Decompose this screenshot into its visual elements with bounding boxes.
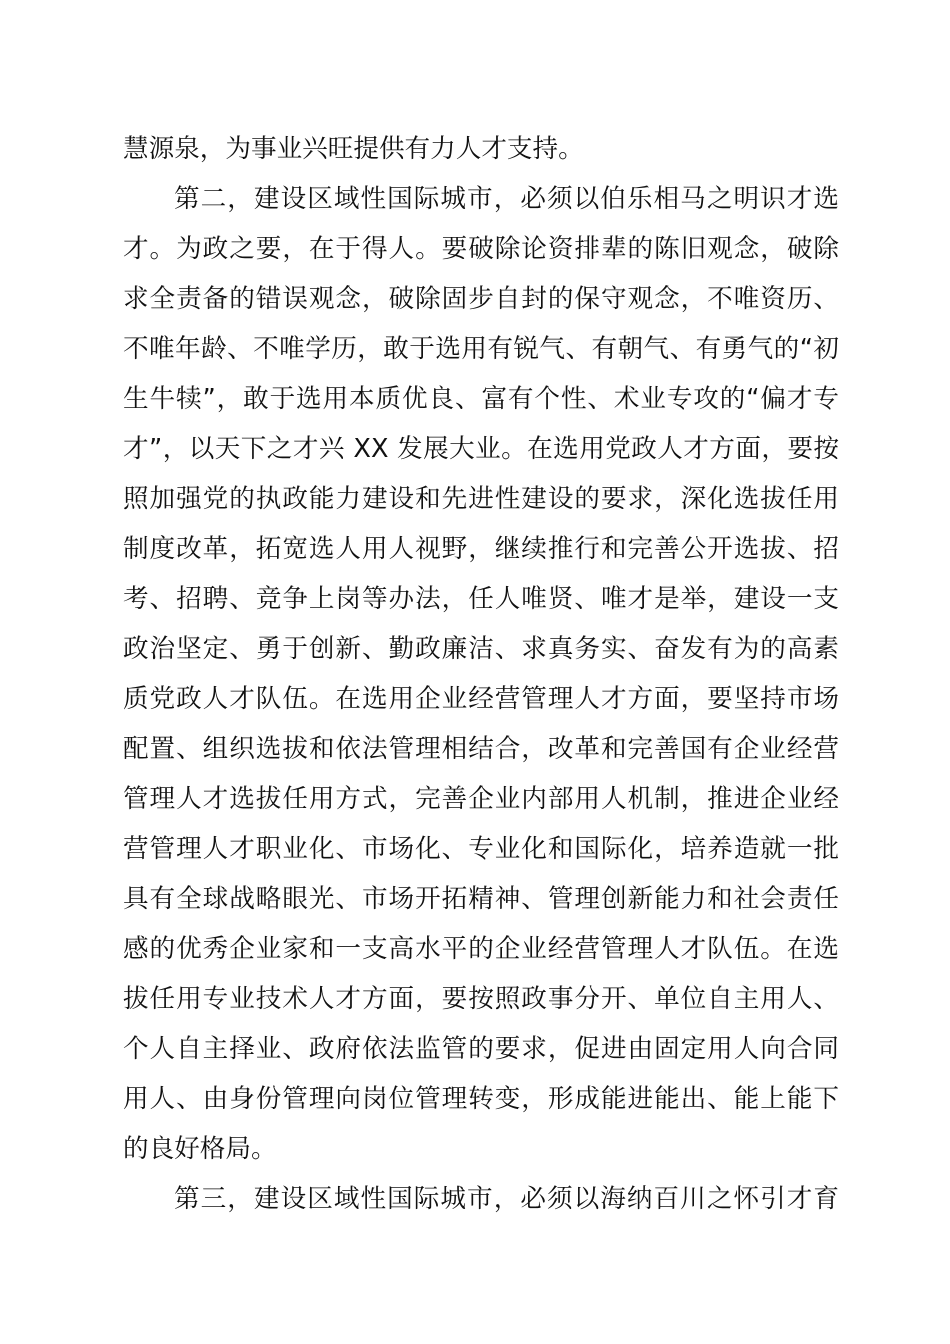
text-line: 营管理人才职业化、市场化、专业化和国际化，培养造就一批 xyxy=(123,834,839,864)
paragraph-start-line: 第三，建设区域性国际城市，必须以海纳百川之怀引才育 xyxy=(174,1184,839,1214)
text-line: 用人、由身份管理向岗位管理转变，形成能进能出、能上能下 xyxy=(123,1084,839,1114)
text-line: 配置、组织选拔和依法管理相结合，改革和完善国有企业经营 xyxy=(123,734,839,764)
text-line: 不唯年龄、不唯学历，敢于选用有锐气、有朝气、有勇气的“初 xyxy=(123,334,839,364)
text-line: 管理人才选拔任用方式，完善企业内部用人机制，推进企业经 xyxy=(123,784,839,814)
text-line: 质党政人才队伍。在选用企业经营管理人才方面，要坚持市场 xyxy=(123,684,839,714)
text-line: 考、招聘、竞争上岗等办法，任人唯贤、唯才是举，建设一支 xyxy=(123,584,839,614)
text-line: 具有全球战略眼光、市场开拓精神、管理创新能力和社会责任 xyxy=(123,884,839,914)
text-line: 感的优秀企业家和一支高水平的企业经营管理人才队伍。在选 xyxy=(123,934,839,964)
text-line: 制度改革，拓宽选人用人视野，继续推行和完善公开选拔、招 xyxy=(123,534,839,564)
text-line: 政治坚定、勇于创新、勤政廉洁、求真务实、奋发有为的高素 xyxy=(123,634,839,664)
text-line: 拔任用专业技术人才方面，要按照政事分开、单位自主用人、 xyxy=(123,984,839,1014)
paragraph-start-line: 第二，建设区域性国际城市，必须以伯乐相马之明识才选 xyxy=(174,184,839,214)
text-line: 生牛犊”，敢于选用本质优良、富有个性、术业专攻的“偏才专 xyxy=(123,384,839,414)
text-line: 慧源泉，为事业兴旺提供有力人才支持。 xyxy=(123,134,584,164)
text-line: 才。为政之要，在于得人。要破除论资排辈的陈旧观念，破除 xyxy=(123,234,839,264)
text-line: 才”，以天下之才兴 XX 发展大业。在选用党政人才方面，要按 xyxy=(123,434,839,464)
text-line: 的良好格局。 xyxy=(123,1134,277,1164)
text-line: 个人自主择业、政府依法监管的要求，促进由固定用人向合同 xyxy=(123,1034,839,1064)
text-line: 照加强党的执政能力建设和先进性建设的要求，深化选拔任用 xyxy=(123,484,839,514)
text-line: 求全责备的错误观念，破除固步自封的保守观念，不唯资历、 xyxy=(123,284,839,314)
